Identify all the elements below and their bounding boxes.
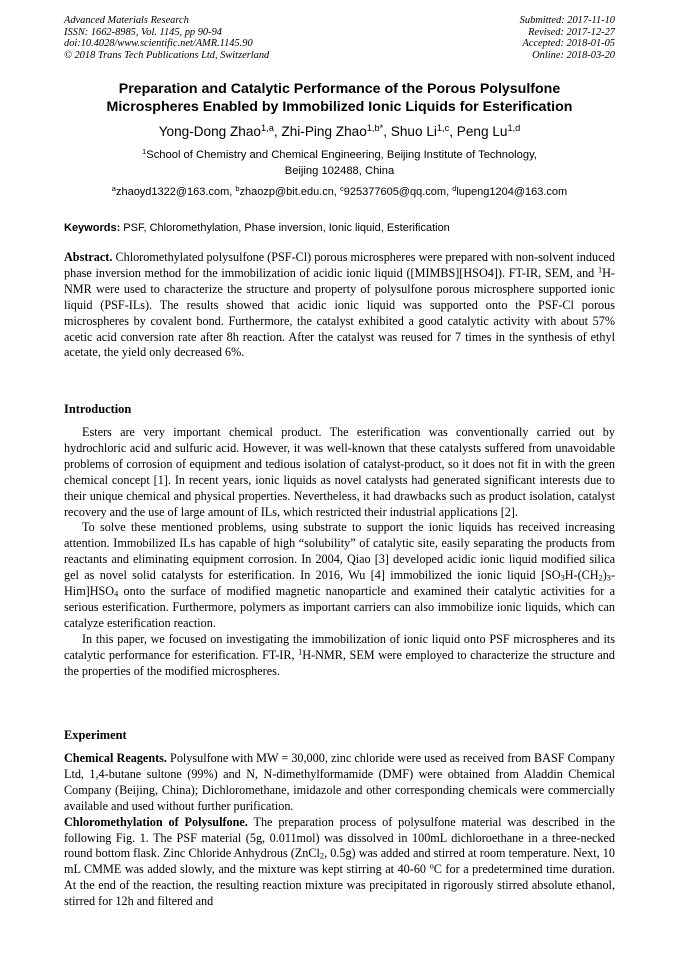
reagents-text: Polysulfone with MW = 30,000, zinc chloride were used as received from BASF Company Ltd, 1,4-butane sultone (99%) and N, N-dimethylformamide (DMF) were obtained from Aladdin Chemical Company (Beijing, China); Dichloromethane, imidazole and other corresponding chemicals were commercially available and used without further purification. bbox=[64, 751, 615, 813]
author-name: Yong-Dong Zhao bbox=[158, 124, 261, 139]
author-mark: 1,c bbox=[436, 122, 450, 133]
chloro-sub: 2 bbox=[319, 852, 325, 862]
abstract bbox=[64, 250, 615, 361]
author bbox=[159, 124, 274, 139]
article-dates bbox=[520, 15, 615, 61]
author-mark: 1,a bbox=[261, 122, 274, 133]
chloromethylation-label: Chloromethylation of Polysulfone. bbox=[64, 814, 248, 829]
abstract-label: Abstract. bbox=[64, 250, 113, 264]
author-name: Peng Lu bbox=[456, 124, 508, 139]
author-separator: , bbox=[383, 124, 391, 139]
author-mark: 1,b* bbox=[366, 122, 384, 133]
chloro-text-b: , 0.5g) was added and stirred at room temperature. Next, 10 mL CMME was added slowly, and the mixture was kept stirring at 40-60 bbox=[64, 846, 615, 877]
affiliation-line-1: School of Chemistry and Chemical Engineering, Beijing Institute of Technology, bbox=[146, 149, 537, 161]
journal-copyright: © 2018 Trans Tech Publications Ltd, Switzerland bbox=[64, 49, 270, 61]
intro-p3-sup: 1 bbox=[298, 647, 303, 657]
intro-p2-text-e: onto the surface of modified magnetic nanoparticle and examined their catalytic activities for a serious esterification. Furthermore, polymers as important carriers can also immobilize ionic liquids, which can catalyze esterification reaction. bbox=[64, 584, 615, 630]
email-address[interactable]: lupeng1204@163.com bbox=[456, 186, 568, 198]
title-line-1: Preparation and Catalytic Performance of the Porous Polysulfone bbox=[118, 81, 561, 97]
author-list bbox=[64, 123, 615, 141]
journal-name: Advanced Materials Research bbox=[64, 15, 189, 26]
intro-p3-text-b: H-NMR, SEM were employed to characterize the structure and the properties of the modified microspheres. bbox=[64, 647, 615, 678]
email-mark: c bbox=[340, 183, 344, 193]
affiliation-line-2: Beijing 102488, China bbox=[284, 164, 395, 177]
abstract-text-2: H-NMR were used to characterize the structure and property of polysulfone porous microsphere supported ionic liquid (PSF-ILs). The results showed that acidic ionic liquid was supported onto the PSF-Cl porous microspheres by covalent bond. Furthermore, the catalyst exhibited a good catalytic activity with about 57% acetic acid conversion rate after 8h reaction. After the catalyst was reused for 7 times in the synthesis of ethyl acetate, the yield only decreased 6%. bbox=[64, 265, 615, 360]
author-name: Shuo Li bbox=[390, 124, 437, 139]
date-accepted: Accepted: 2018-01-05 bbox=[522, 38, 615, 50]
author-name: Zhi-Ping Zhao bbox=[281, 124, 367, 139]
date-submitted: Submitted: 2017-11-10 bbox=[519, 15, 615, 26]
intro-p2-text-b: H-(CH bbox=[564, 568, 599, 583]
author-separator: , bbox=[449, 124, 457, 139]
journal-issn: ISSN: 1662-8985, Vol. 1145, pp 90-94 bbox=[64, 26, 222, 38]
intro-p2-sub: 3 bbox=[606, 573, 611, 583]
chloro-sup: o bbox=[429, 861, 434, 871]
abstract-sup: 1 bbox=[597, 265, 603, 275]
abstract-paragraph bbox=[64, 250, 615, 361]
affiliation bbox=[64, 148, 615, 179]
journal-info bbox=[64, 15, 269, 61]
experiment-heading: Experiment bbox=[64, 728, 127, 742]
author bbox=[281, 124, 383, 139]
intro-paragraph-3 bbox=[64, 632, 615, 680]
author-separator: , bbox=[273, 124, 282, 139]
date-online: Online: 2018-03-20 bbox=[532, 49, 615, 61]
author-mark: 1,d bbox=[507, 122, 521, 133]
intro-paragraph-2 bbox=[64, 520, 615, 631]
date-revised: Revised: 2017-12-27 bbox=[528, 26, 615, 38]
affiliation-mark: 1 bbox=[142, 146, 147, 156]
keywords-label: Keywords: bbox=[64, 222, 121, 234]
email-mark: d bbox=[452, 183, 457, 193]
email-separator: , bbox=[229, 186, 236, 198]
intro-p2-text-c: ) bbox=[602, 568, 607, 583]
journal-doi: doi:10.4028/www.scientific.net/AMR.1145.90 bbox=[64, 38, 253, 50]
chloro-text-a: The preparation process of polysulfone material was described in the following Fig. 1. The PSF material (5g, 0.011mol) was dissolved in 100mL dichloroethane in a three-necked round bottom flask. Zinc Chloride Anhydrous (ZnCl bbox=[64, 814, 615, 861]
introduction-heading: Introduction bbox=[64, 402, 132, 416]
email-mark: b bbox=[235, 183, 240, 193]
keywords-text: PSF, Chloromethylation, Phase inversion, Ionic liquid, Esterification bbox=[120, 222, 450, 234]
paper-title bbox=[64, 80, 615, 116]
email-separator: , bbox=[333, 186, 341, 198]
intro-p2-text-a: To solve these mentioned problems, using substrate to support the ionic liquids has received increasing attention. Immobilized ILs has capable of high “solubility” of catalytic site, easily separating the products from reactants and eliminating equipment corrosion. In 2004, Qiao [3] developed acidic ionic liquid modified silica gel as novel solid catalysts for esterification. In 2016, Wu [4] immobilized the ionic liquid [SO bbox=[64, 520, 615, 583]
intro-p2-sub: 2 bbox=[598, 573, 603, 583]
author bbox=[457, 124, 521, 139]
intro-p2-sub: 4 bbox=[114, 589, 119, 599]
chloromethylation-paragraph bbox=[64, 815, 615, 910]
keywords bbox=[64, 221, 615, 235]
title-line-2: Microspheres Enabled by Immobilized Ionic Liquids for Esterification bbox=[106, 99, 573, 115]
email-separator: , bbox=[446, 186, 453, 198]
intro-paragraph-1: Esters are very important chemical product. The esterification was conventionally carried out by hydrochloric acid and sulfuric acid. However, it was well-known that these catalysts suffered from unavoidable problems of corrosion of equipment and tedious isolation of catalyst-product, so it does not fit in with the green chemical concept [1]. In recent years, ionic liquids as novel catalysts had generated significant interests due to their unique chemical and physical properties. Nevertheless, it had drawbacks such as product isolation, catalyst recovery and the use of large amount of ILs, which restricted their industrial applications [2]. bbox=[64, 425, 615, 519]
chloro-text-c: C for a predetermined time duration. At the end of the reaction, the resulting reaction mixture was precipitated in rigorously stirred absolute ethanol, stirred for 12h and filtered and bbox=[64, 862, 615, 909]
email-address[interactable]: zhaozp@bit.edu.cn bbox=[239, 186, 334, 198]
abstract-text-1: Chloromethylated polysulfone (PSF-Cl) porous microspheres were prepared with non-solvent induced phase inversion method for the immobilization of acidic ionic liquid ([MIMBS][HSO4]). FT-IR, SEM, and bbox=[64, 250, 615, 280]
intro-p3-text-a: In this paper, we focused on investigating the immobilization of ionic liquid onto PSF microspheres and its catalytic performance for esterification. FT-IR, bbox=[64, 631, 615, 662]
introduction-body bbox=[64, 425, 615, 680]
intro-p2-text-d: -Him]HSO bbox=[64, 568, 615, 599]
reagents-label: Chemical Reagents. bbox=[64, 751, 167, 765]
email-list bbox=[64, 185, 615, 199]
experiment-body bbox=[64, 751, 615, 910]
intro-p2-sub: 3 bbox=[560, 573, 565, 583]
reagents-paragraph bbox=[64, 751, 615, 815]
email-address[interactable]: zhaoyd1322@163.com bbox=[115, 186, 230, 198]
email-address[interactable]: 925377605@qq.com bbox=[343, 186, 447, 198]
author bbox=[391, 124, 449, 139]
email-mark: a bbox=[111, 183, 116, 193]
